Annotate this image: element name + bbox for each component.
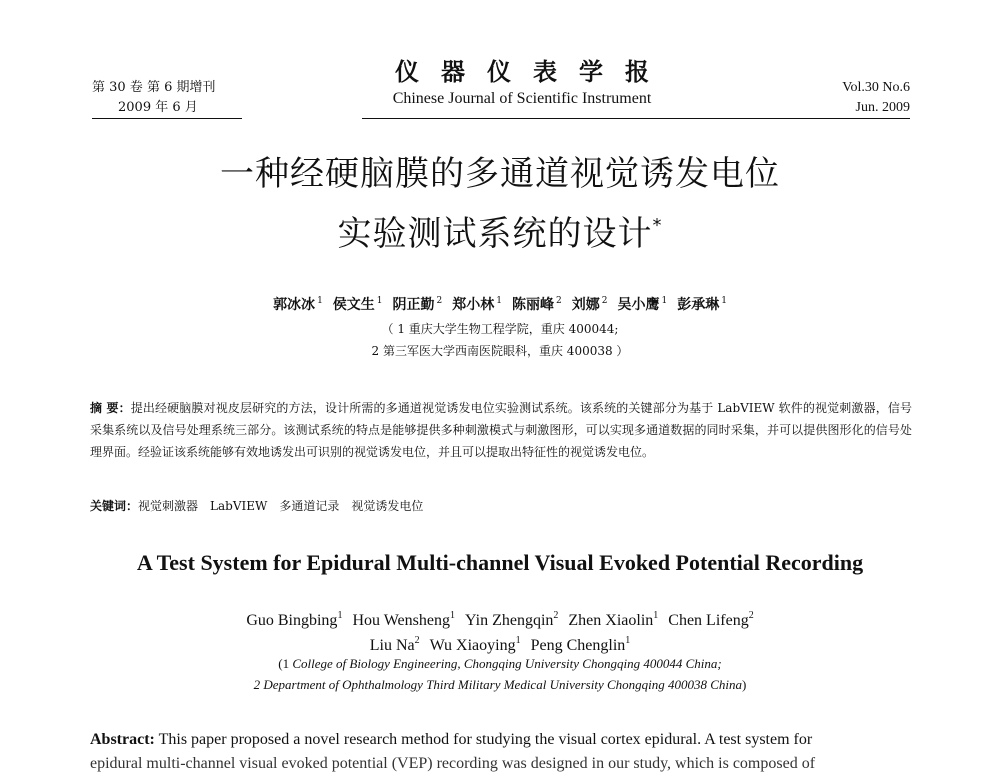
issue-info-cn [92, 78, 215, 118]
en-author-affiliation-mark: 2 [748, 610, 754, 621]
en-author [465, 612, 558, 629]
cn-author [572, 297, 608, 313]
en-author-affiliation-mark: 2 [553, 610, 559, 621]
en-author [352, 612, 455, 629]
title-cn-line2 [0, 200, 1000, 260]
en-author [568, 612, 658, 629]
cn-author [333, 297, 383, 313]
en-author [430, 637, 521, 654]
author-list-en [0, 606, 1000, 656]
cn-author-affiliation-mark: 1 [721, 296, 727, 306]
cn-author-name: 郑小林 [452, 297, 495, 313]
en-author-affiliation-mark: 1 [449, 610, 455, 621]
abstract-cn-text: 提出经硬脑膜对视皮层研究的方法，设计所需的多通道视觉诱发电位实验测试系统。该系统的关键部分为基于 LabVIEW 软件的视觉刺激器，信号采集系统以及信号处理系统三部分。该测试系统的特点是能够提供多种刺激模式与刺激图形，可以实现多通道数据的同时采集，并可以提供图形化的信号处理界面。经验证该系统能够有效地诱发出可识别的视觉诱发电位，并且可以提取出特征性的视觉诱发电位。 [90, 401, 912, 459]
cn-author-name: 彭承琳 [677, 297, 720, 313]
journal-header [92, 56, 910, 118]
abstract-en-cut-line: epidural multi-channel visual evoked potential (VEP) recording was designed in our study, which is composed of [90, 755, 816, 772]
cn-author-affiliation-mark: 1 [317, 296, 323, 306]
en-author-name: Wu Xiaoying [429, 637, 516, 654]
en-author-name: Hou Wensheng [352, 612, 450, 629]
title-cn-line1: 一种经硬脑膜的多通道视觉诱发电位 [220, 154, 780, 194]
en-author-affiliation-mark: 1 [625, 635, 631, 646]
volume-cn: 第 30 卷 第 6 期增刊 [92, 80, 216, 95]
keywords-cn [90, 495, 912, 517]
cn-author [617, 297, 667, 313]
abstract-cn-label: 摘 要： [90, 401, 131, 415]
abstract-en-line1 [90, 728, 912, 752]
en-author-name: Chen Lifeng [668, 612, 749, 629]
en-author-name: Peng Chenglin [530, 637, 626, 654]
en-author-name: Guo Bingbing [246, 612, 338, 629]
en-author [668, 612, 753, 629]
date-en: Jun. 2009 [855, 100, 910, 115]
cn-author-affiliation-mark: 2 [556, 296, 562, 306]
affiliation-en-2 [0, 674, 1000, 695]
affiliation-en-2-text: 2 Department of Ophthalmology Third Military Medical University Chongqing 400038 China [253, 677, 743, 692]
affiliation-cn-1: （ 1 重庆大学生物工程学院，重庆 400044; [381, 322, 619, 336]
funding-mark: * [652, 215, 663, 236]
en-author-affiliation-mark: 1 [653, 610, 659, 621]
cn-author-affiliation-mark: 1 [496, 296, 502, 306]
abstract-cn [90, 397, 912, 463]
en-author [370, 637, 420, 654]
paper-title-en: A Test System for Epidural Multi-channel Visual Evoked Potential Recording [136, 550, 864, 575]
en-author [531, 637, 631, 654]
affiliation-en-1-open: (1 [278, 656, 293, 671]
cn-author-affiliation-mark: 1 [661, 296, 668, 306]
issue-info-en [842, 78, 910, 118]
journal-name-en: Chinese Journal of Scientific Instrument [392, 90, 652, 107]
author-list-cn [0, 290, 1000, 316]
volume-en: Vol.30 No.6 [842, 80, 910, 95]
title-cn-line2-text: 实验测试系统的设计 [337, 214, 653, 254]
keywords-cn-label: 关键词： [90, 499, 139, 513]
abstract-en-label: Abstract: [90, 731, 155, 748]
journal-name-cn: 仪器仪表学报 [395, 57, 671, 86]
en-author-affiliation-mark: 1 [337, 610, 343, 621]
header-rule-left [92, 118, 242, 119]
cn-author [677, 297, 727, 313]
affiliations-cn [0, 318, 1000, 362]
abstract-en [90, 728, 912, 772]
cn-author-affiliation-mark: 1 [376, 296, 383, 306]
date-cn: 2009 年 6 月 [118, 100, 198, 115]
affiliation-en-2-close: ) [742, 677, 747, 692]
cn-author [512, 297, 562, 313]
affiliations-en [0, 653, 1000, 695]
cn-author-affiliation-mark: 2 [436, 296, 443, 306]
abstract-en-text: This paper proposed a novel research method for studying the visual cortex epidural. A test system for [158, 731, 813, 748]
cn-author-name: 郭冰冰 [273, 297, 316, 313]
cn-author-name: 陈丽峰 [512, 297, 554, 313]
en-author-name: Zhen Xiaolin [568, 612, 654, 629]
header-rule-main [362, 118, 910, 119]
cn-author-affiliation-mark: 2 [601, 296, 608, 306]
keyword-cn: LabVIEW [210, 499, 268, 513]
journal-name [362, 56, 682, 110]
keyword-cn: 多通道记录 [279, 499, 340, 513]
en-author-affiliation-mark: 1 [515, 635, 521, 646]
en-author-name: Yin Zhengqin [464, 612, 554, 629]
paper-title-cn [0, 148, 1000, 260]
cn-author-name: 刘娜 [571, 297, 600, 313]
cn-author-name: 阴正勤 [392, 297, 435, 313]
affiliation-en-1-text: College of Biology Engineering, Chongqing University Chongqing 400044 China; [292, 656, 722, 671]
cn-author [393, 297, 443, 313]
affiliation-cn-2: 2 第三军医大学西南医院眼科，重庆 400038 ） [371, 344, 629, 358]
cn-author-name: 吴小鹰 [617, 297, 660, 313]
keywords-cn-list [138, 499, 435, 513]
cn-author [273, 297, 323, 313]
cn-author-name: 侯文生 [332, 297, 375, 313]
cn-author [452, 297, 502, 313]
keyword-cn: 视觉诱发电位 [351, 499, 424, 513]
affiliation-en-1 [0, 653, 1000, 674]
en-author [246, 612, 342, 629]
en-author-name: Liu Na [369, 637, 415, 654]
keyword-cn: 视觉刺激器 [138, 499, 199, 513]
en-author-affiliation-mark: 2 [414, 635, 420, 646]
